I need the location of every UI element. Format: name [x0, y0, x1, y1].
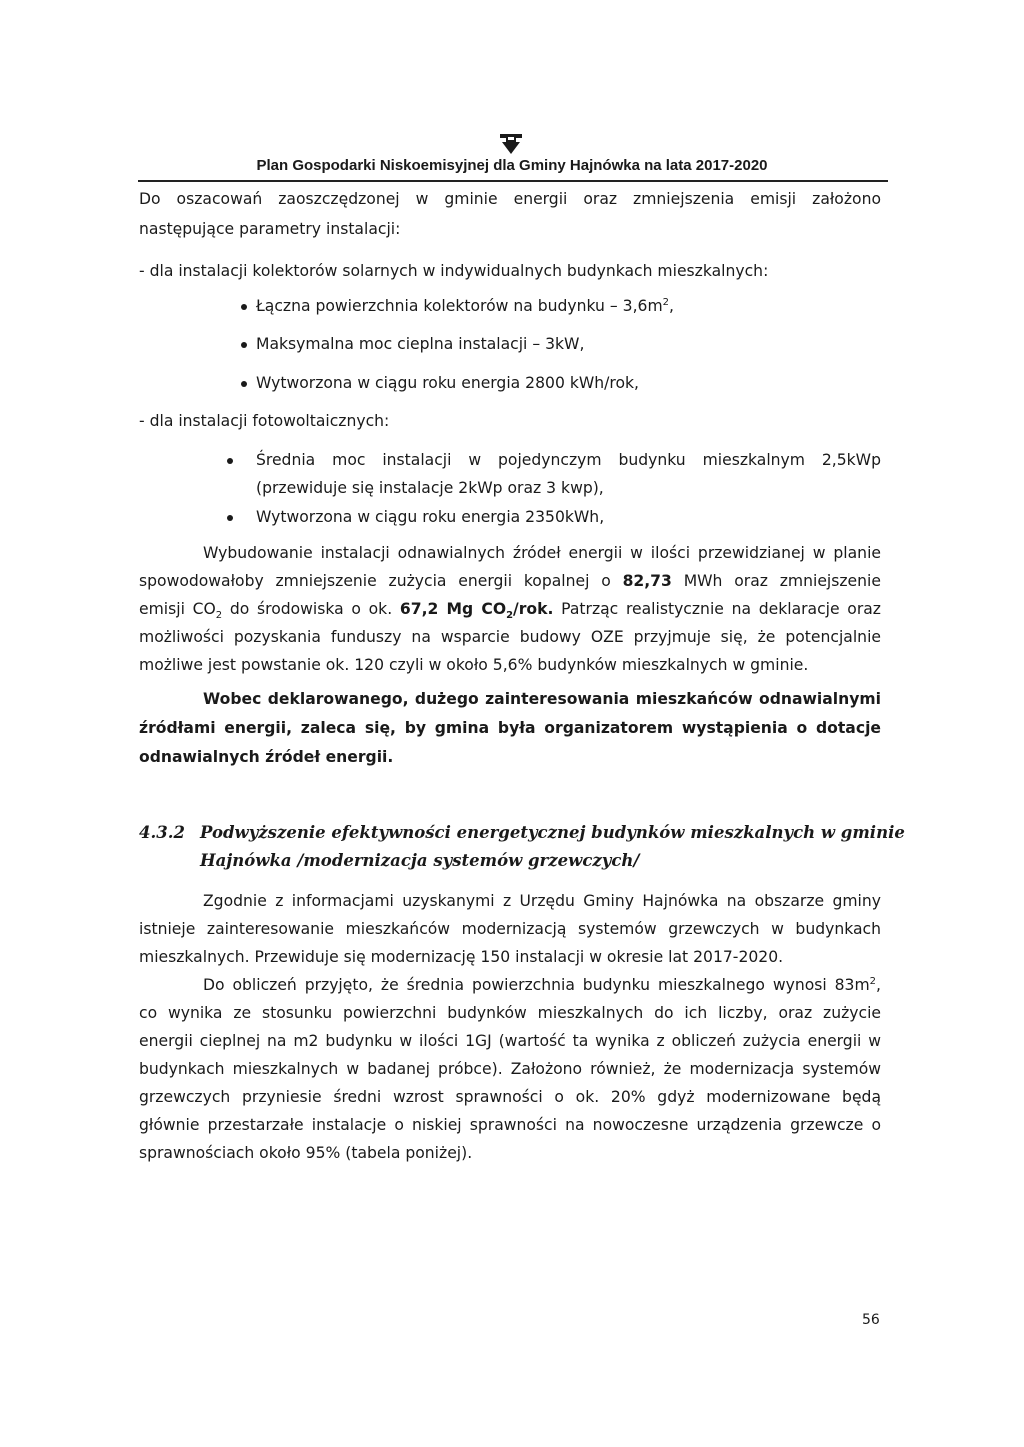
recommendation-line-1: Wobec deklarowanego, dużego zainteresowania mieszkańców odnawialnymi	[203, 690, 881, 708]
bullet-dot	[241, 304, 247, 310]
body2-line-5: grzewczych przyniesie średni wzrost sprawności o ok. 20% gdyż modernizowane będą	[139, 1088, 881, 1106]
summary-line-1: Wybudowanie instalacji odnawialnych źródeł energii w ilości przewidzianej w planie	[203, 544, 881, 562]
municipality-crest-logo	[498, 132, 524, 156]
solar-bullet-1: Łączna powierzchnia kolektorów na budynku – $3,6m^2$,	[256, 296, 674, 315]
body2-line-1: Do obliczeń przyjęto, że średnia powierzchnia budynku mieszkalnego wynosi $83m^2$,	[203, 975, 881, 994]
section-title-line-2: Hajnówka /modernizacja systemów grzewczych/	[200, 851, 640, 870]
solar-heading: - dla instalacji kolektorów solarnych w indywidualnych budynkach mieszkalnych:	[139, 262, 769, 280]
section-number: 4.3.2	[139, 823, 185, 842]
bullet-dot	[241, 381, 247, 387]
recommendation-line-3: odnawialnych źródeł energii.	[139, 748, 394, 766]
body2-line-6: głównie przestarzałe instalacje o niskiej sprawności na nowoczesne urządzenia grzewcze o	[139, 1116, 881, 1134]
solar-bullet-2: Maksymalna moc cieplna instalacji – 3kW,	[256, 335, 585, 353]
body2-line-4: budynkach mieszkalnych w badanej próbce). Założono również, że modernizacja systemów	[139, 1060, 881, 1078]
recommendation-line-2: źródłami energii, zaleca się, by gmina była organizatorem wystąpienia o dotacje	[139, 719, 881, 737]
intro-line-2: następujące parametry instalacji:	[139, 220, 401, 238]
body2-line-3: energii cieplnej na m2 budynku w ilości 1GJ (wartość ta wynika z obliczeń zużycia energii w	[139, 1032, 881, 1050]
bullet-dot	[227, 458, 233, 464]
body1-line-2: istnieje zainteresowanie mieszkańców modernizacją systemów grzewczych w budynkach	[139, 920, 881, 938]
pv-heading: - dla instalacji fotowoltaicznych:	[139, 412, 390, 430]
body2-line-7: sprawnościach około 95% (tabela poniżej).	[139, 1144, 473, 1162]
summary-line-4: możliwości pozyskania funduszy na wsparcie budowy OZE przyjmuje się, że potencjalnie	[139, 628, 881, 646]
summary-line-3: emisji $CO_2$ do środowiska o ok. 67,2 Mg $CO_2$/rok. Patrząc realistycznie na deklaracje oraz	[139, 600, 881, 622]
body1-line-3: mieszkalnych. Przewiduje się modernizację 150 instalacji w okresie lat 2017-2020.	[139, 948, 784, 966]
bullet-dot	[241, 342, 247, 348]
header-title: Plan Gospodarki Niskoemisyjnej dla Gminy Hajnówka na lata 2017-2020	[256, 157, 768, 174]
bullet-dot	[227, 515, 233, 521]
page-number: 56	[862, 1312, 880, 1328]
pv-bullet-2: Wytworzona w ciągu roku energia 2350kWh,	[256, 508, 605, 526]
pv-bullet-1-line-2: (przewiduje się instalacje 2kWp oraz 3 kwp),	[256, 479, 604, 497]
header-divider	[138, 180, 888, 182]
section-title-line-1: Podwyższenie efektywności energetycznej budynków mieszkalnych w gminie	[200, 823, 905, 842]
body1-line-1: Zgodnie z informacjami uzyskanymi z Urzędu Gminy Hajnówka na obszarze gminy	[203, 892, 881, 910]
summary-line-2: spowodowałoby zmniejszenie zużycia energii kopalnej o 82,73 MWh oraz zmniejszenie	[139, 572, 881, 590]
body2-line-2: co wynika ze stosunku powierzchni budynków mieszkalnych do ich liczby, oraz zużycie	[139, 1004, 881, 1022]
summary-line-5: możliwe jest powstanie ok. 120 czyli w około 5,6% budynków mieszkalnych w gminie.	[139, 656, 809, 674]
intro-line-1: Do oszacowań zaoszczędzonej w gminie energii oraz zmniejszenia emisji założono	[139, 190, 881, 208]
pv-bullet-1-line-1: Średnia moc instalacji w pojedynczym budynku mieszkalnym 2,5kWp	[256, 451, 881, 469]
solar-bullet-3: Wytworzona w ciągu roku energia 2800 kWh/rok,	[256, 374, 639, 392]
